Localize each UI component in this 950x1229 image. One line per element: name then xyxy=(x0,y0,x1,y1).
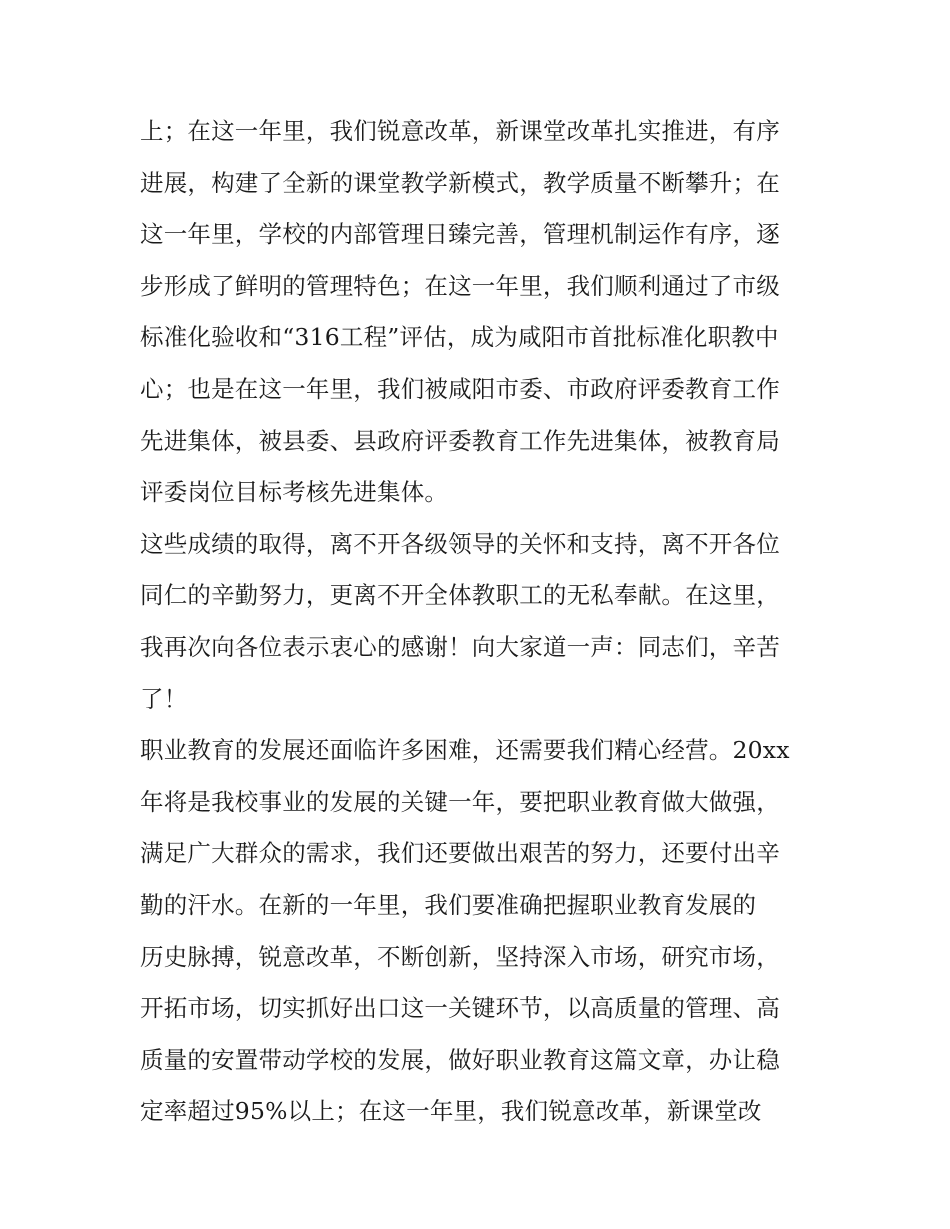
text-line: 先进集体，被县委、县政府评委教育工作先进集体，被教育局 xyxy=(140,426,780,455)
text-line: 这一年里，学校的内部管理日臻完善，管理机制运作有序，逐 xyxy=(140,220,780,249)
text-line: 满足广大群众的需求，我们还要做出艰苦的努力，还要付出辛 xyxy=(140,839,780,868)
text-line: 开拓市场，切实抓好出口这一关键环节，以高质量的管理、高 xyxy=(140,994,780,1023)
text-line: 年将是我校事业的发展的关键一年，要把职业教育做大做强， xyxy=(140,787,780,816)
text-line: 同仁的辛勤努力，更离不开全体教职工的无私奉献。在这里， xyxy=(140,581,780,610)
text-line: 进展，构建了全新的课堂教学新模式，教学质量不断攀升；在 xyxy=(140,168,780,197)
text-line: 步形成了鲜明的管理特色；在这一年里，我们顺利通过了市级 xyxy=(140,271,780,300)
text-line: 职业教育的发展还面临许多困难，还需要我们精心经营。20xx xyxy=(140,736,790,765)
text-line: 质量的安置带动学校的发展，做好职业教育这篇文章，办让稳 xyxy=(140,1045,780,1074)
text-line: 历史脉搏，锐意改革，不断创新，坚持深入市场，研究市场， xyxy=(140,942,780,971)
text-line: 评委岗位目标考核先进集体。 xyxy=(140,478,449,507)
text-line: 标准化验收和“316工程”评估，成为咸阳市首批标准化职教中 xyxy=(140,323,779,352)
text-line: 定率超过95%以上；在这一年里，我们锐意改革，新课堂改 xyxy=(140,1097,762,1126)
text-line: 了！ xyxy=(140,684,188,713)
text-line: 勤的汗水。在新的一年里，我们要准确把握职业教育发展的 xyxy=(140,890,757,919)
text-line: 我再次向各位表示衷心的感谢！向大家道一声：同志们，辛苦 xyxy=(140,632,780,661)
text-line: 上；在这一年里，我们锐意改革，新课堂改革扎实推进，有序 xyxy=(140,117,780,145)
text-line: 心；也是在这一年里，我们被咸阳市委、市政府评委教育工作 xyxy=(140,374,780,403)
body-text xyxy=(140,106,820,1138)
text-line: 这些成绩的取得，离不开各级领导的关怀和支持，离不开各位 xyxy=(140,529,780,558)
